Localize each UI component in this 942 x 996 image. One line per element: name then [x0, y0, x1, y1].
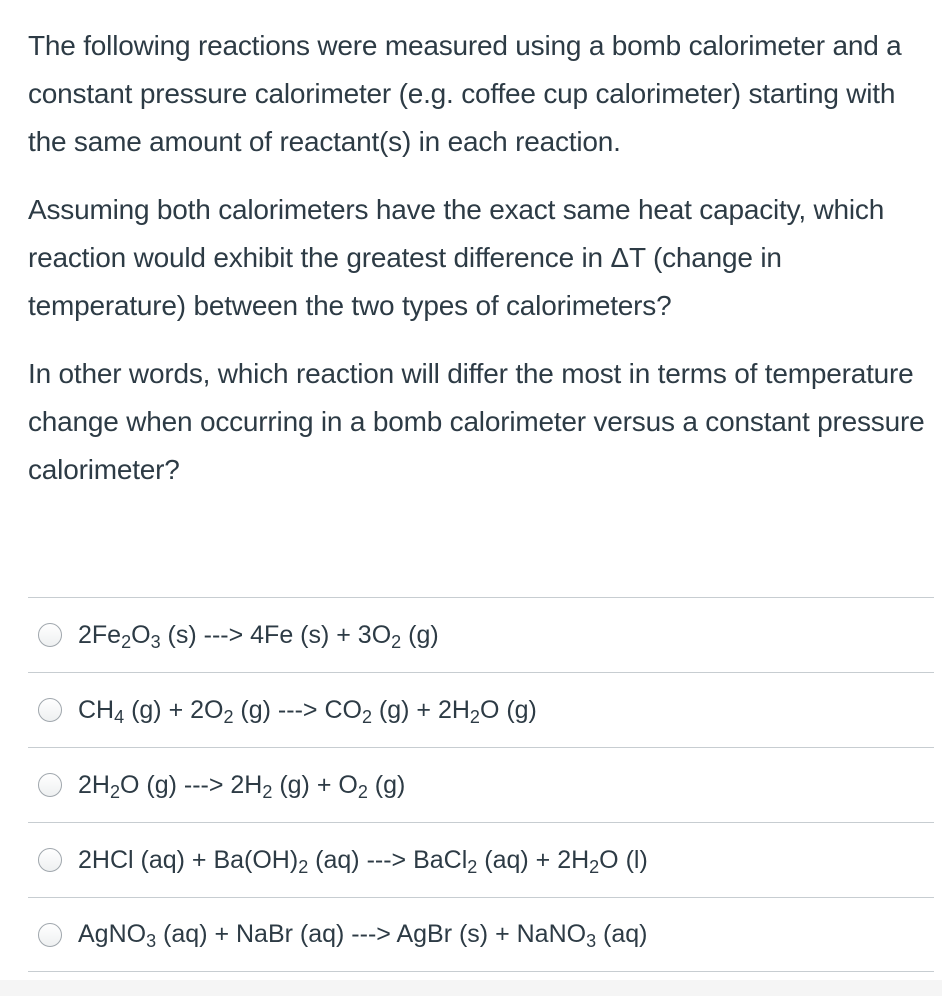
answer-list [28, 597, 934, 972]
answer-label: $2H_2O$ (g) ---> $2H_2$ $(g) + O_2$ (g) [78, 770, 406, 802]
bottom-divider [0, 980, 942, 996]
question-paragraph-2: Assuming both calorimeters have the exact same heat capacity, which reaction would exhibit the greatest difference in ΔT (change in temperature) between the two types of calorimeters? [28, 194, 885, 321]
radio-button[interactable] [38, 698, 62, 722]
question-paragraph-1: The following reactions were measured using a bomb calorimeter and a constant pressure calorimeter (e.g. coffee cup calorimeter) starting with the same amount of reactant(s) in each reaction. [28, 30, 902, 157]
answer-label: $2Fe_2O_3$ (s) ---> 4Fe $(s) + 3O_2$ (g) [78, 620, 439, 652]
answer-option-5[interactable] [28, 897, 934, 972]
radio-button[interactable] [38, 623, 62, 647]
radio-button[interactable] [38, 773, 62, 797]
answer-option-3[interactable] [28, 747, 934, 822]
question-text [28, 22, 933, 514]
answer-option-1[interactable] [28, 597, 934, 672]
answer-option-2[interactable] [28, 672, 934, 747]
radio-button[interactable] [38, 848, 62, 872]
answer-label: $CH_4$ $(g) + 2O_2$ (g) ---> $CO_2$ $(g) + 2H_2O$ (g) [78, 695, 537, 727]
radio-button[interactable] [38, 923, 62, 947]
answer-label: AgNO$_3$ (aq) + NaBr (aq) ---> AgBr (s) + NaNO$_3$ (aq) [78, 920, 648, 951]
question-paragraph-3: In other words, which reaction will differ the most in terms of temperature change when occurring in a bomb calorimeter versus a constant pressure calorimeter? [28, 358, 925, 485]
answer-option-4[interactable] [28, 822, 934, 897]
answer-label: 2HCl $(aq) + Ba(OH)_2$ (aq) ---> BaCl$_2$ $(aq) + 2H_2O$ (l) [78, 845, 648, 877]
